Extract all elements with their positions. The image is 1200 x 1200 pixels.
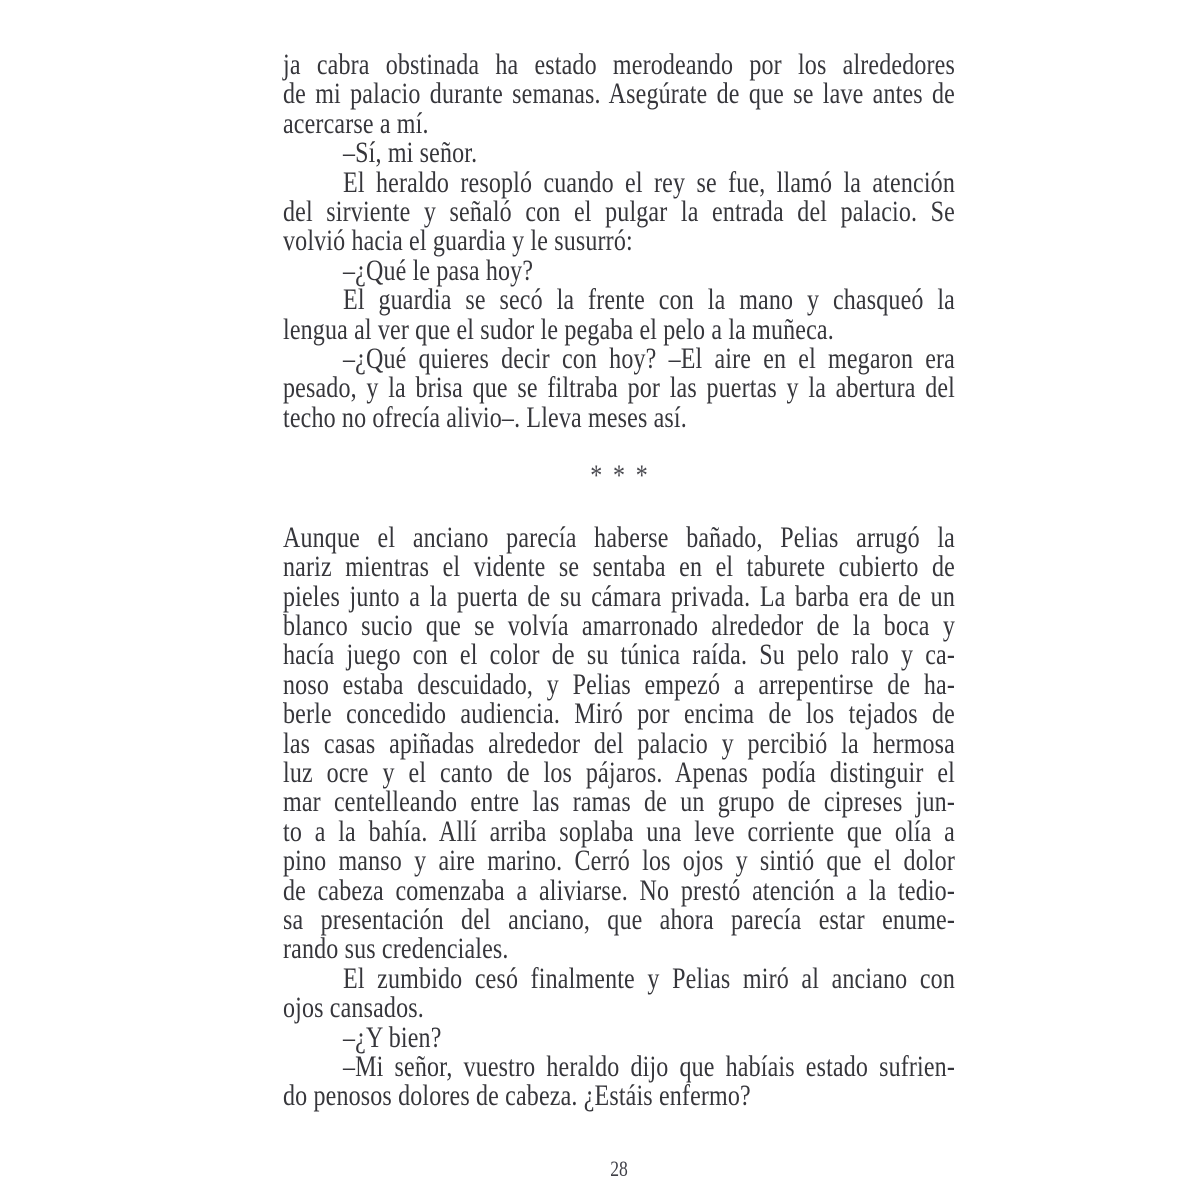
text-line: El guardia se secó la frente con la mano y chasqueó la	[343, 283, 955, 317]
text-line: –Mi señor, vuestro heraldo dijo que habíais estado sufrien-	[343, 1050, 955, 1083]
text-line: pino manso y aire marino. Cerró los ojos y sintió que el dolor	[283, 844, 955, 878]
text-line: pieles junto a la puerta de su cámara privada. La barba era de un	[283, 579, 955, 613]
text-line: –¿Qué quieres decir con hoy? –El aire en el megaron era	[343, 342, 955, 376]
scene-break-separator: * * *	[590, 459, 648, 493]
text-line: ojos cansados.	[283, 991, 424, 1025]
text-line: El heraldo resopló cuando el rey se fue, llamó la atención	[343, 165, 955, 199]
text-line: –Sí, mi señor.	[343, 136, 478, 170]
page-number: 28	[610, 1155, 628, 1181]
text-line: –¿Qué le pasa hoy?	[343, 253, 534, 287]
text-line: mar centelleando entre las ramas de un grupo de cipreses jun-	[283, 785, 955, 819]
text-line: acercarse a mí.	[283, 106, 429, 140]
text-line: del sirviente y señaló con el pulgar la entrada del palacio. Se	[283, 195, 955, 229]
text-line: de cabeza comenzaba a aliviarse. No prestó atención a la tedio-	[283, 873, 955, 907]
text-line: lengua al ver que el sudor le pegaba el pelo a la muñeca.	[283, 312, 834, 346]
text-line: to a la bahía. Allí arriba soplaba una leve corriente que olía a	[283, 814, 955, 848]
text-line: techo no ofrecía alivio–. Lleva meses así.	[283, 400, 687, 434]
text-line: blanco sucio que se volvía amarronado alrededor de la boca y	[283, 608, 955, 642]
text-line: sa presentación del anciano, que ahora parecía estar enume-	[283, 902, 955, 936]
paragraph-block-2	[283, 520, 955, 1113]
paragraph-block-1	[283, 50, 955, 432]
text-line: pesado, y la brisa que se filtraba por las puertas y la abertura del	[283, 371, 955, 405]
text-line: ja cabra obstinada ha estado merodeando por los alrededores	[283, 48, 955, 81]
text-line: berle concedido audiencia. Miró por encima de los tejados de	[283, 697, 955, 731]
text-line: noso estaba descuidado, y Pelias empezó a arrepentirse de ha-	[283, 667, 955, 701]
text-line: –¿Y bien?	[343, 1020, 442, 1054]
text-line: rando sus credenciales.	[283, 932, 509, 966]
text-line: las casas apiñadas alrededor del palacio y percibió la hermosa	[283, 726, 955, 760]
text-line: de mi palacio durante semanas. Asegúrate de que se lave antes de	[283, 77, 955, 111]
text-column	[283, 50, 955, 1183]
text-line: nariz mientras el vidente se sentaba en el taburete cubierto de	[283, 550, 955, 584]
text-line: hacía juego con el color de su túnica raída. Su pelo ralo y ca-	[283, 638, 955, 672]
text-line: Aunque el anciano parecía haberse bañado, Pelias arrugó la	[283, 520, 955, 554]
text-line: El zumbido cesó finalmente y Pelias miró al anciano con	[343, 961, 955, 995]
text-line: volvió hacia el guardia y le susurró:	[283, 224, 633, 258]
text-line: luz ocre y el canto de los pájaros. Apenas podía distinguir el	[283, 755, 955, 789]
text-line: do penosos dolores de cabeza. ¿Estáis enfermo?	[283, 1079, 751, 1113]
